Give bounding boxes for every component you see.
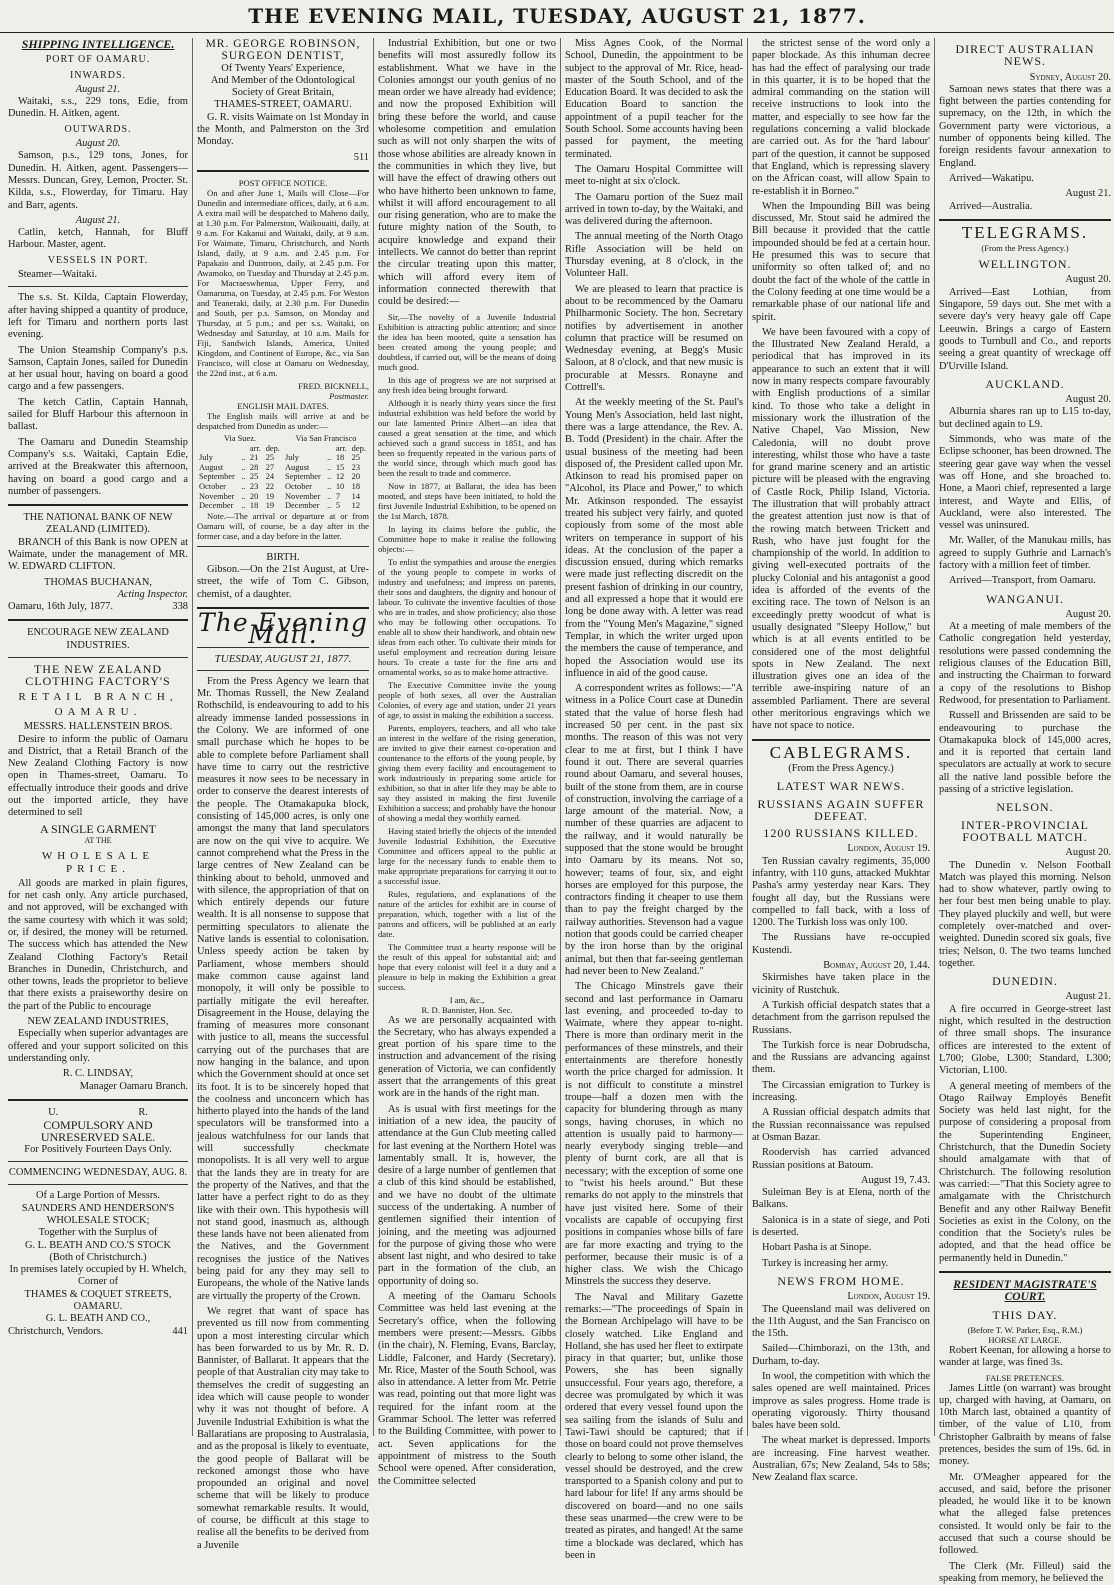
steamer-line: Steamer—Waitaki. bbox=[18, 269, 98, 281]
aug20-c: August 20. bbox=[1065, 608, 1111, 620]
wanganui-1: At a meeting of male members of the Catholic congregation held yesterday, resolutions were passed condemning the religious clauses of the Education Bill, and instructing the Chairman to forward a copy of the resolutions to Bishop Redwood, for presentation to Parliament. bbox=[939, 621, 1111, 706]
vendors-number: 441 bbox=[172, 1325, 188, 1337]
dunedin: DUNEDIN. bbox=[992, 974, 1058, 989]
cable-13: The Queensland mail was delivered on the 11th August, and the San Francisco on the 15th. bbox=[752, 1303, 930, 1340]
bank-signature-title: Acting Inspector. bbox=[117, 588, 188, 600]
at-the: AT THE bbox=[84, 835, 112, 845]
col4-p1: Miss Agnes Cook, of the Normal School, Dunedin, the appointment to be subject to the approval of Mr. Rice, head-master of the South School, and of the Education Board. It was decided to ask the Education Board to sanction the appointment of a pupil teacher for the South School. Some accounts having been passed for payment, the meeting terminated. bbox=[565, 38, 743, 160]
dep-head-2: dep. bbox=[351, 443, 366, 453]
col3-p1: Industrial Exhibition, but one or two benefits will most assuredly follow its establishment. What we have in the Colonies amongst our youth genius of no mean order we have already had evidence; and now the proposed Exhibition will bring these before the world, and cause wholesome competition and emulation such as will not only sharpen the wits of those whose abilities are already known in the communities in which they live, but will have the effect of drawing others out who have hitherto been unknown to fame, whilst it will afford encouragement to all our rising generation, who are to make the future mighty nation of the South, to acquire knowledge and expand their intellects. We cannot do better than reprint the circular treating upon this matter, which will afford every item of information connected therewith that could be desired:— bbox=[378, 38, 556, 308]
direct-1: Samoan news states that there was a fight between the parties contending for supremacy, on the 12th, in which the Government party were victorious, a number of opponents being killed. The foreign residents favour annexation to England. bbox=[939, 83, 1111, 169]
bank-text: BRANCH of this Bank is now OPEN at Waimate, under the management of MR. W. EDWARD CLIFTON. bbox=[8, 536, 188, 573]
editorial-2: We regret that want of space has prevented us till now from commenting upon a most interesting circular which has been forwarded to us by Mr. R. D. Bannister, of Ballarat. It appears that the people of that Australian city may take to themselves the credit of suggesting an idea which will cause people to wonder why it was not thought of before. A Juvenile Industrial Exhibition is what the Ballaratians are proposing to Australasia, and as the proposal is likely to eventuate, the good people of Ballarat will be reckoned amongst those who have propounded an original and novel scheme that will be likely to produce somewhat remarkable results. It would, of course, be difficult at this stage to realise all the benefits to be derived from a Juvenile bbox=[197, 1305, 369, 1551]
before-line: (Before T. W. Parker, Esq., R.M.) bbox=[967, 1324, 1083, 1335]
direct-2: Arrived—Wakatipu. bbox=[949, 172, 1034, 184]
col3-p8: The Executive Committee invite the young people of both sexes, all over the Australian Colonies, of every age and station, under 21 years of age, to assist in making the exhibition a success. bbox=[378, 679, 556, 720]
postmaster: Postmaster. bbox=[329, 390, 369, 401]
rm-court-title: RESIDENT MAGISTRATE'S COURT. bbox=[953, 1279, 1097, 1304]
col3-sign-1: I am, &c., bbox=[449, 994, 485, 1005]
surplus: Together with the Surplus of bbox=[38, 1227, 158, 1239]
via-suez: Via Suez. bbox=[223, 433, 257, 443]
messrs-line: MESSRS. HALLENSTEIN BROS. bbox=[23, 721, 173, 733]
column-2 bbox=[197, 38, 369, 1551]
col3-p2: Sir,—The novelty of a Juvenile Industrial Exhibition is attracting public attention; and since the idea has been mooted, quite a sensation has been created among the young people; and doubtless, if carried out, will be the means of doing much good. bbox=[378, 311, 556, 372]
via-sf: Via San Francisco bbox=[295, 433, 357, 443]
inwards-heading: INWARDS. bbox=[69, 69, 127, 81]
bank-date: Oamaru, 16th July, 1877. bbox=[8, 601, 113, 613]
birth-title: BIRTH. bbox=[266, 551, 300, 563]
col4-p4: The annual meeting of the North Otago Rifle Association will be held on Thursday evening, at 8 o'clock, in the Volunteer Hall. bbox=[565, 231, 743, 280]
col3-p3: In this age of progress we are not surprised at any fresh idea being brought forward. bbox=[378, 374, 556, 395]
wellington: WELLINGTON. bbox=[978, 257, 1072, 272]
nz-industries: NEW ZEALAND INDUSTRIES, bbox=[27, 1016, 169, 1028]
table-row: July .. 21 25 July .. 18 25 bbox=[199, 453, 361, 463]
aug20-a: August 20. bbox=[1065, 274, 1111, 286]
col3-p10: Having stated briefly the objects of the intended Juvenile Industrial Exhibition, the Executive Committee and officers appeal to the public at large for the necessary funds to enable them to make appropriate preparations for carrying it out to a successful issue. bbox=[378, 825, 556, 886]
auckland-3: Mr. Waller, of the Manukau mills, has agreed to supply Guthrie and Larnach's factory with a million feet of timber. bbox=[939, 535, 1111, 571]
nelson-1: The Dunedin v. Nelson Football Match was played this morning. Nelson had to show whatever, partly owing to her four best men being unable to play. They played pluckily and well, but were completely over-matched and over-weighted. Dunedin scored six goals, five tries; Nelson, 0. The two teams lunched together. bbox=[939, 859, 1111, 969]
london-date-2: London, August 19. bbox=[847, 1291, 930, 1303]
col4-p7: A correspondent writes as follows:—"A witness in a Police Court case at Dunedin stated that the value of horse flesh had increased 50 per cent. in the past six months. The reason of this was not very clear to me at first, but I think I have found it out. There are several quarries round about Oamaru, and several houses, built of the stone from them, are in course of construction, involving the carriage of a large amount of the material. Now, a number of these quarries are adjacent to the railway, and it would naturally be supposed that the stone would be brought into Oamaru by its means. Not so, however; teams of four, six, and eight horses are employed for this purpose, the contractors finding it cheaper to use them than to pay the freight charged by the railway authorities. Stevenson had a vague notion that goods could be carried cheaper by the iron horse than by the original animal, but then that far-seeing gentleman had never been to New Zealand." bbox=[565, 683, 743, 977]
shipping-title: SHIPPING INTELLIGENCE. bbox=[21, 37, 175, 51]
sydney-date: Sydney, August 20. bbox=[1029, 71, 1111, 83]
column-4 bbox=[565, 38, 743, 1561]
cable-7: A Russian official despatch admits that the Russian reconnaissance was repulsed at Osman Bazar. bbox=[752, 1107, 930, 1143]
col3-p13: As we are personally acquainted with the Secretary, who has always expended a great portion of his spare time to the instruction and advancement of the rising generation of Victoria, we can confidently assert that the arrangements of this great work are in the hands of the right man. bbox=[378, 1014, 556, 1100]
column-1 bbox=[8, 38, 188, 1436]
encourage-heading: ENCOURAGE NEW ZEALAND INDUSTRIES. bbox=[27, 627, 169, 651]
manager: Manager Oamaru Branch. bbox=[79, 1080, 188, 1092]
cable-10: Salonica is in a state of siege, and Poti is deserted. bbox=[752, 1214, 930, 1239]
beath-sub: (Both of Christchurch.) bbox=[49, 1251, 147, 1263]
mail-note: Note.—The arrival or departure at or from Oamaru will, of course, be a day after in the former case, and a day before in the latter. bbox=[197, 510, 369, 541]
col3-sign-2: R. D. Bannister, Hon. Sec. bbox=[421, 1004, 513, 1015]
cable-11: Hobart Pasha is at Sinope. bbox=[762, 1242, 872, 1254]
aug21-b: August 21. bbox=[1065, 991, 1111, 1003]
column-6 bbox=[939, 38, 1111, 1584]
dep-head: dep. bbox=[265, 443, 280, 453]
dunedin-2: A general meeting of members of the Otago Railway Employés Benefit Society was held last night, for the purpose of considering a proposal from the Superintending Engineer, Christchurch, that the Dunedin Society should amalgamate with that of Christchurch. The following resolution was carried:—"That this Society agree to amalgamate with the Christchurch Benefit and any other Railway Benefit Societies as exist in the Colony, on the condition that the Society's rules be adopted, and that the head office be permanently held in Dunedin." bbox=[939, 1080, 1111, 1264]
english-mail-title: ENGLISH MAIL DATES. bbox=[237, 400, 329, 411]
masthead: THE EVENING MAIL, TUESDAY, AUGUST 21, 1877. bbox=[0, 0, 1114, 33]
u-mark: U. bbox=[48, 1106, 59, 1118]
col3-p14: As is usual with first meetings for the initiation of a new idea, the paucity of attendance at the Gun Club meeting called for last evening at the Northern Hotel was lamentably small. It is, however, the desire of a large number of gentlemen that a club of this kind should be established, and we have no doubt of the ultimate success of the undertaking. A number of gentlemen signified their intention of joining, and the meeting was adjourned for the purpose of giving those who were absent last night, and who desired to take part in the formation of the club, an opportunity of doing so. bbox=[378, 1103, 556, 1287]
beath-stock: G. L. BEATH AND CO.'S STOCK bbox=[24, 1239, 171, 1251]
outwards-text-1: Samson, p.s., 129 tons, Jones, for Dunedin. H. Aitken, agent. Passengers—Messrs. Duncan, Grey, Lemon, Procter. St. Kilda, s.s., Flowerday, for Timaru. Hay and Barr, agents. bbox=[8, 150, 188, 211]
shipping-para-2: The Union Steamship Company's p.s. Samson, Captain Jones, sailed for Dunedin at her usual hour, having on board a good cargo and a few passengers. bbox=[8, 344, 188, 393]
compulsory-sale: COMPULSORY AND UNRESERVED SALE. bbox=[40, 1118, 156, 1145]
inwards-text: Waitaki, s.s., 229 tons, Edie, from Dunedin. H. Aitken, agent. bbox=[8, 96, 188, 120]
cable-9: Suleiman Bey is at Elena, north of the Balkans. bbox=[752, 1187, 930, 1211]
bombay-date: Bombay, August 20, 1.44. bbox=[823, 960, 930, 972]
outwards-text-2: Catlin, ketch, Hannah, for Bluff Harbour. Master, agent. bbox=[8, 227, 188, 251]
col5-p2: When the Impounding Bill was being discussed, Mr. Stout said he admired the Bill because it provided that the cattle impounded should be fed at a certain hour. He presumed this was to secure that uniformity so often talked of; and no doubt the fact of the whole of the cattle in the Colony feeding at one time would be a remarkable phase of our national life and spirit. bbox=[752, 200, 930, 323]
direct-australian: DIRECT AUSTRALIAN NEWS. bbox=[955, 42, 1095, 69]
telegrams-title: TELEGRAMS. bbox=[961, 222, 1089, 242]
goods-text: All goods are marked in plain figures, for net cash only. Any article purchased, and not approved, will be exchanged with the same courtesy with which it was sold; or, if desired, the money will be returned. The success which has attended the New Zealand Clothing Factory's Retail Branches in Dunedin, Christchurch, and other towns, leads the proprietor to believe that there exists a praiseworthy desire on the part of the Public to encourage bbox=[8, 877, 188, 1012]
auckland-1: Alburnia shares ran up to L15 to-day, but declined again to L9. bbox=[939, 406, 1111, 430]
outwards-date-1: August 20. bbox=[75, 138, 121, 150]
cablegrams-sub: (From the Press Agency.) bbox=[788, 762, 894, 774]
cable-3: Skirmishes have taken place in the vicinity of Rustchuk. bbox=[752, 972, 930, 996]
nameplate: The Evening Mail. bbox=[198, 607, 368, 650]
arr-head-2: arr. bbox=[335, 443, 347, 453]
col3-p5: Now in 1877, at Ballarat, the idea has been mooted, and steps have been initiated, to hold the first Juvenile Industrial Exhibition, to be opened on the 1st March, 1878. bbox=[378, 480, 556, 521]
twenty-years: Of Twenty Years' Experience, bbox=[221, 62, 345, 74]
dunedin-1: A fire occurred in George-street last night, which resulted in the destruction of three small shops. The insurance offices are interested to the extent of L700; Globe, L300; Standard, L300; Victorian, L100. bbox=[939, 1003, 1111, 1077]
col3-p9: Parents, employers, teachers, and all who take an interest in the welfare of the rising generation, are invited to give their earnest co-operation and countenance to the efforts of the young people, by giving them every facility and encouragement to work industriously in preparing some article for exhibition, so that in after life they may be able to say they assisted in making the first Juvenile Exhibition a success; and probably have the honour of showing a medal they worthily earned. bbox=[378, 722, 556, 823]
col4-p8: The Chicago Minstrels gave their second and last performance in Oamaru last evening, and proceeded to-day to Waimate, where they appear to-night. There is more than ordinary merit in the performances of these minstrels, and their entertainments are therefore honestly worth the price charged for admission. It is not difficult to constitute a minstrel troupe—half a dozen men with the capacity for blundering through as many songs, having choruses, in which no attention is usually paid to harmony—nearly everybody singing treble—and plenty of burnt cork, are all that is necessary; with the exception of some one to "twist his heels around." But these remarks do not apply to the minstrels that have just visited here. Some of their vocalists are capable of occupying first positions in companies whose bills of fare are far more exacting and trying to the performer, because their music is of a higher class. We wish the Chicago Minstrels the success they deserve. bbox=[565, 981, 743, 1288]
birth-text: Gibson.—On the 21st August, at Ure-street, the wife of Tom C. Gibson, chemist, of a daughter. bbox=[197, 564, 369, 600]
football-match: INTER-PROVINCIAL FOOTBALL MATCH. bbox=[961, 817, 1089, 844]
lindsay: R. C. LINDSAY, bbox=[62, 1068, 134, 1080]
court-3: Mr. O'Meagher appeared for the accused, and said, before the prisoner pleaded, he would like it to be known what the alleged false pretences consisted. It would only be fair to the accused that such a course should be followed. bbox=[939, 1471, 1111, 1557]
retail-branch: RETAIL BRANCH, bbox=[18, 690, 178, 703]
wanganui: WANGANUI. bbox=[986, 591, 1064, 606]
col5-p3: We have been favoured with a copy of the Illustrated New Zealand Herald, a periodical that has improved in its appearance to such an extent that it will now in many respects compare favourably with English productions of a similar kind. To those who take a delight in missionary work the illustration of the Native Chapel, Vao Mission, New Caledonia, will no doubt prove interesting, whilst those who have a taste for grand marine scenery and an artistic picture will be pleased with the engraving of Castle Rock, Philip Island, Victoria. The illustration that will probably attract the greatest attention just now is that of the rowing match between Trickett and Rush, who have just fought for the championship of the world. In addition to giving well-executed portraits of the plucky Colonial and his antagonist a good idea is afforded of the events of the exciting race. The town of Nelson is an exceedingly pretty woodcut of what is usually designated "Sleepy Hollow," but which is at all events entitled to be considered one of the most delightful spots in New Zealand. The next illustration gives one an idea of the terrible awe-inspiring nature of an assembled Parliament. There are several other meritorious engravings which we have not space to notice. bbox=[752, 326, 930, 732]
wholesale-stock: WHOLESALE STOCK; bbox=[46, 1214, 150, 1226]
cable-6: The Circassian emigration to Turkey is increasing. bbox=[752, 1079, 930, 1104]
port-heading: PORT OF OAMARU. bbox=[45, 54, 151, 66]
cable-16: The wheat market is depressed. Imports are increasing. Fine harvest weather. Australian, 67s; New Zealand, 54s to 58s; New Zealand flax scarce. bbox=[752, 1435, 930, 1484]
thames-street: THAMES-STREET, OAMARU. bbox=[214, 99, 352, 111]
vessels-heading: VESSELS IN PORT. bbox=[47, 254, 149, 266]
bank-number: 338 bbox=[172, 601, 188, 613]
false-heading: FALSE PRETENCES. bbox=[985, 1372, 1065, 1383]
fourteen-days: For Positively Fourteen Days Only. bbox=[24, 1143, 172, 1155]
table-row: August .. 28 27 August .. 15 23 bbox=[199, 462, 361, 472]
court-4: The Clerk (Mr. Filleul) said the speaking from memory, he believed the bbox=[939, 1560, 1111, 1584]
wanganui-2: Russell and Brissenden are said to be endeavouring to purchase the Otamakapuka block of 145,000 acres, and it is reported that certain land speculators are actually at work to secure all the native land possible before the passing of a strictive legislation. bbox=[939, 710, 1111, 796]
cable-5: The Turkish force is near Dobrudscha, and the Russians are advancing against them. bbox=[752, 1039, 930, 1076]
cable-15: In wool, the competition with which the sales opened are well maintained. Prices improve as sales progress. Home trade is operating vigorously. Thirty thousand bales have been sold. bbox=[752, 1370, 930, 1432]
cable-12: Turkey is increasing her army. bbox=[762, 1257, 889, 1269]
war-news: LATEST WAR NEWS. bbox=[776, 779, 906, 794]
cablegrams-title: CABLEGRAMS. bbox=[769, 742, 913, 762]
visits-number: 511 bbox=[353, 151, 369, 163]
wholesale-price: WHOLESALE PRICE. bbox=[41, 850, 155, 875]
member: And Member of the Odontological Society of Great Britain, bbox=[210, 74, 356, 99]
table-row: September .. 25 24 September .. 12 20 bbox=[199, 472, 361, 482]
premises: In premises lately occupied by H. Whelch, Corner of bbox=[9, 1264, 187, 1288]
this-day: THIS DAY. bbox=[992, 1307, 1058, 1322]
post-office-title: POST OFFICE NOTICE. bbox=[238, 177, 328, 188]
cable-1: Ten Russian cavalry regiments, 35,000 infantry, with 110 guns, attacked Mukhtar Pasha's army yesterday near Kars. They fought all day, but the Russians were compelled to fall back, with a loss of 1200. The Turkish loss was only 100. bbox=[752, 855, 930, 929]
commencing: COMMENCING WEDNESDAY, AUG. 8. bbox=[8, 1167, 188, 1179]
aug21-a: August 21. bbox=[1065, 188, 1111, 200]
robinson: MR. GEORGE ROBINSON, SURGEON DENTIST, bbox=[205, 38, 361, 63]
col3-p11: Rules, regulations, and explanations of the nature of the articles for exhibit are in course of preparation, which, together with a list of the patrons and officers, will be published at an early date. bbox=[378, 888, 556, 939]
oamaru-2: OAMARU. bbox=[73, 1301, 123, 1313]
cable-2: The Russians have re-occupied Kustendi. bbox=[752, 932, 930, 956]
london-date-1: London, August 19. bbox=[847, 843, 930, 855]
nelson: NELSON. bbox=[996, 800, 1054, 815]
bank-title: THE NATIONAL BANK OF NEW ZEALAND (LIMITED). bbox=[23, 512, 173, 536]
col3-p15: A meeting of the Oamaru Schools Committee was held last evening at the Secretary's office, when the following members were present:—Messrs. Gibbs (in the chair), N. Fleming, Evans, Barclay, Liddle, Falconer, and Hardy (Secretary). Mr. Rice, Master of the South School, was also in attendance. A letter from Mr. Petrie was read, pointing out that more light was required for the infant room at the Grammar School. The letter was referred to the Building Committee, with power to act. Seven applications for the appointment of mistress to the South School were opened. After consideration, the Committee selected bbox=[378, 1291, 556, 1487]
cable-8: Roodervish has carried advanced Russian positions at Batoum. bbox=[752, 1147, 930, 1171]
outwards-date-2: August 21. bbox=[75, 214, 121, 226]
arr-head: arr. bbox=[249, 443, 261, 453]
outwards-heading: OUTWARDS. bbox=[64, 123, 132, 135]
r-mark: R. bbox=[138, 1106, 148, 1118]
aug20-d: August 20. bbox=[1065, 847, 1111, 859]
mail-table bbox=[197, 434, 369, 511]
col3-p12: The Committee trust a hearty response will be the result of this appeal for substantial aid; and hope that every colonist will feel it a duty and a pleasure to help in making the Exhibition a great success. bbox=[378, 941, 556, 992]
court-1: Robert Keenan, for allowing a horse to wander at large, was fined 3s. bbox=[939, 1344, 1111, 1369]
large-portion: Of a Large Portion of Messrs. bbox=[36, 1190, 160, 1202]
col5-p1: the strictest sense of the word only a paper blockade. As this inhuman decree has had the effect of paralysing our trade in this quarter, it is to be hoped that the admiral commanding on the station will receive instructions to look into the matter, and especially to see how far the regulations concerning a valid blockade are carried out. As for the 'hard labour' part of the question, it cannot be supposed that England, which is repressing slavery on the African coast, will allow Spain to re-establish it in Borneo." bbox=[752, 38, 930, 197]
bank-signature: THOMAS BUCHANAN, bbox=[44, 576, 152, 588]
col4-p2: The Oamaru Hospital Committee will meet to-night at six o'clock. bbox=[565, 163, 743, 188]
court-2: James Little (on warrant) was brought up, charged with having, at Oamaru, on 10th March last, obtained a quantity of timber, of the value of L10, from Christopher Galbraith by means of false pretences, besides the sum of 19s. 6d. in money. bbox=[939, 1382, 1111, 1468]
shipping-para-3: The ketch Catlin, Captain Hannah, sailed for Bluff Harbour this afternoon in ballast. bbox=[8, 396, 188, 433]
oamaru-heading: OAMARU. bbox=[54, 705, 142, 718]
english-mail-sub: The English mails will arrive at and be despatched from Dunedin as under:— bbox=[197, 410, 369, 431]
dateline: TUESDAY, AUGUST 21, 1877. bbox=[214, 652, 352, 665]
horse-heading: HORSE AT LARGE. bbox=[988, 1334, 1062, 1345]
auckland: AUCKLAND. bbox=[985, 376, 1065, 391]
column-5 bbox=[752, 38, 930, 1484]
col3-p7: To enlist the sympathies and arouse the energies of the young people to compete in works of industry and usefulness; and impress on parents, their sons and daughters, the dignity and honour of labour. To cultivate the inventive faculties of those who are in trades, and show proficiency; also those who may be following other occupations. To enable all to show their handiwork, and obtain new ideas from each other. To cultivate their minds for useful employment and recreation during leisure hours. To create a taste for the fine arts and ornamental works, so as to make home attractive. bbox=[378, 556, 556, 677]
wellington-1: Arrived—East Lothian, from Singapore, 59 days out. She met with a severe day's very heavy gale off Cape Leeuwin. Brings a cargo of Eastern goods to Turnbull and Co., and reports seeing a great quantity of wreckage off D'Urville Island. bbox=[939, 286, 1111, 372]
news-from-home: NEWS FROM HOME. bbox=[777, 1273, 905, 1288]
cable-4: A Turkish official despatch states that a detachment from the garrison repulsed the Russians. bbox=[752, 999, 930, 1036]
col4-p6: At the weekly meeting of the St. Paul's Young Men's Association, held last night, there was a large attendance, the Rev. A. B. Todd (President) in the chair. After the usual business of the meeting had been disposed of, the President called upon Mr. Atkinson to read his promised paper on "Alcohol, its Place and Power," to which Mr. Atkinson responded. The essayist treated his subject very fairly, and quoted copiously from some of the most able writers on temperance in support of his ideas. At the conclusion of the paper a discussion ensued, during which remarks were made just reflecting discredit on the present fashion of drinking in our country, and all expressed a hope that it would ere long be done away with. A letter was read from the "Young Men's Magazine," signed Templar, in which the writer urged upon the members the cause of temperance, and hoped the Association would use its influence in aid of the good cause. bbox=[565, 397, 743, 679]
shipping-para-4: The Oamaru and Dunedin Steamship Company's s.s. Waitaki, Captain Edie, arrived at the Breakwater this afternoon, having on board a good cargo and a number of passengers. bbox=[8, 436, 188, 497]
visits: G. R. visits Waimate on 1st Monday in the Month, and Palmerston on the 3rd Monday. bbox=[197, 111, 369, 148]
col4-p9: The Naval and Military Gazette remarks:—"The proceedings of Spain in the Bornean Archipelago will have to be closely watched. Like England and Holland, she has used her fleet to extirpate piracy in that quarter; but, unlike those Powers, she has been signally unsuccessful. Four years ago, therefore, a decree was promulgated by which it was ordered that every vessel found upon the sea sailing from the islands of Sulu and Tawi-Tawi should be captured; that if those on board could not prove themselves clearly to belong to some other island, the vessel should be destroyed, and the crew transported to a Spanish colony and put to hard labour for life! If any arms should be discovered on board—and no one sails these seas unarmed—the crew were to be treated as pirates, and hanged! At the same time a blockade was declared, which has been in bbox=[565, 1291, 743, 1561]
editorial-1: From the Press Agency we learn that Mr. Thomas Russell, the New Zealand Rothschild, is endeavouring to add to his already immense landed possessions in the Colony. We are informed of one small purchase which he hopes to be able to complete before Parliament shall have time to carry out the restrictive measures it now sees to be necessary in order to conserve the dearest interests of the people. The Otamakapuka block, consisting of 145,000 acres, is only one amongst the many that land speculators are now on the qui vive to acquire. We cannot comprehend what the Press in the large centres of New Zealand can be thinking about to behold, unmoved and with silence, the appropriation of that on which entirely depends our future wealth. It is all nonsense to suppose that permitting speculators to alienate the Native lands is essential to colonisation. Unless speedy action be taken by Parliament, whose members should make common cause against land monopoly, it will only be possible to partially mitigate the evil hereafter. Disagreement in the House, delaying the framing of measures more consonant with justice to all, means the successful carrying out of the purchases that are now hanging in the balance, and upon which the Government should at once set its foot. It is to be sincerely hoped that the coolness and unconcern which has hitherto played into the hands of the land speculators will be transformed into a jealous watchfulness for our lands that will successfully checkmate monopolists. It is all very well to argue that the lands they are in treaty for are the property of the Natives, and that the latter have a perfect right to do as they like with their own. This hypothesis will not stand good, inasmuch as, although these lands have not been alienated from the Natives, and the Government recognises the justice of the Natives being paid for any they may sell to Europeans, the whole of the Native lands are virtually the property of the Crown. bbox=[197, 675, 369, 1302]
russians-defeat: RUSSIANS AGAIN SUFFER DEFEAT. bbox=[757, 796, 925, 823]
single-garment: A SINGLE GARMENT bbox=[40, 821, 156, 836]
telegrams-sub: (From the Press Agency.) bbox=[981, 243, 1069, 254]
aug20-b: August 20. bbox=[1065, 394, 1111, 406]
cable-14: Sailed—Chimborazi, on the 13th, and Durham, to-day. bbox=[752, 1343, 930, 1367]
saunders: SAUNDERS AND HENDERSON'S bbox=[21, 1202, 175, 1214]
beath-co: G. L. BEATH AND CO., bbox=[45, 1313, 151, 1325]
bicknell: FRED. BICKNELL, bbox=[298, 380, 369, 391]
thames-coquet: THAMES & COQUET STREETS, bbox=[24, 1288, 172, 1300]
post-office-text: On and after June 1, Mails will Close—For Dunedin and intermediate offices, daily, at 6 a.m. A extra mail will be despatched to Maheno daily, at 1.30 p.m. For Palmerston, Waikouaiti, daily, at 9 a.m. For Kakanui and Waitaki, daily, at 9 a.m. For Waimate, Timaru, Christchurch, and North Island, daily, at 9 a.m. and 2.45 p.m. For Papakaio and Duntroon, daily, at 2.45 p.m. For Awamoko, on Tuesday and Thursday at 2.45 p.m. For Macraeswhenua, Upper Ferry, and Oamaruma, on Tuesday, at 2.45 p.m. For Weston and Teaneraki, daily, at 2.30 p.m. For Dunedin and South, per p.s. Samson, on Monday and Thursday, at 5 p.m.; and per s.s. Waitaki, on Wednesday and Saturday, at 10 a.m. Mails for Fiji, Sandwich Islands, America, United Kingdom, and Continent of Europe, &c., via San Francisco, will close at Oamaru on Wednesday, the 22nd inst., at 6 a.m. bbox=[197, 187, 369, 378]
col4-p5: We are pleased to learn that practice is about to be recommenced by the Oamaru Philharmonic Society. The hon. Secretary notifies by advertisement in another column that practice will be resumed on Wednesday evening, at Begg's Music Saloon, at 8 o'clock, and that new music is procurable at Messrs. Ronayne and Cottrell's. bbox=[565, 283, 743, 394]
desire-text: Desire to inform the public of Oamaru and District, that a Retail Branch of the New Zealand Clothing Factory is now open in Thames-street, Oamaru. To effectually introduce their goods and drive out the imported article, they have determined to sell bbox=[8, 733, 188, 819]
direct-3: Arrived—Australia. bbox=[949, 200, 1033, 212]
table-row: December .. 18 19 December .. 5 12 bbox=[199, 501, 361, 511]
russians-killed: 1200 RUSSIANS KILLED. bbox=[763, 826, 919, 841]
col4-p3: The Oamaru portion of the Suez mail arrived in town to-day, by the Waitaki, and was delivered during the afternoon. bbox=[565, 191, 743, 228]
shipping-para-1: The s.s. St. Kilda, Captain Flowerday, after having shipped a quantity of produce, left for Timaru and northern ports last evening. bbox=[8, 292, 188, 341]
inwards-date: August 21. bbox=[75, 83, 121, 95]
clothing-heading: THE NEW ZEALAND CLOTHING FACTORY'S bbox=[25, 662, 171, 689]
auckland-2: Simmonds, who was mate of the Eclipse schooner, has been drowned. The steering gear gave way when the vessel was off Hone, and she broached to. Hone, a Maori chief, represented a large interest, and Wayte and Ellis, of Auckland, were also interested. The vessel was uninsured. bbox=[939, 434, 1111, 532]
especially-text: Especially when superior advantages are offered and your support solicited on this understanding only. bbox=[8, 1028, 188, 1064]
vendors: Christchurch, Vendors. bbox=[8, 1325, 104, 1337]
auckland-4: Arrived—Transport, from Oamaru. bbox=[949, 575, 1096, 587]
col3-p6: In laying its claims before the public, the Committee hope to make it realise the following objects:— bbox=[378, 523, 556, 554]
table-row: October .. 23 22 October .. 10 18 bbox=[199, 481, 361, 491]
col3-p4: Although it is nearly thirty years since the first industrial exhibition was held before the world by our late lamented Prince Albert—an idea that caused a great sensation at the time, and which achieved such a grand success in 1851, and has been so frequently repeated in the various parts of the world since, through which much good has been the result to trade and commerce. bbox=[378, 397, 556, 478]
column-3 bbox=[378, 38, 556, 1487]
aug19-time: August 19, 7.43. bbox=[861, 1174, 930, 1186]
table-row: November .. 20 19 November .. 7 14 bbox=[199, 491, 361, 501]
